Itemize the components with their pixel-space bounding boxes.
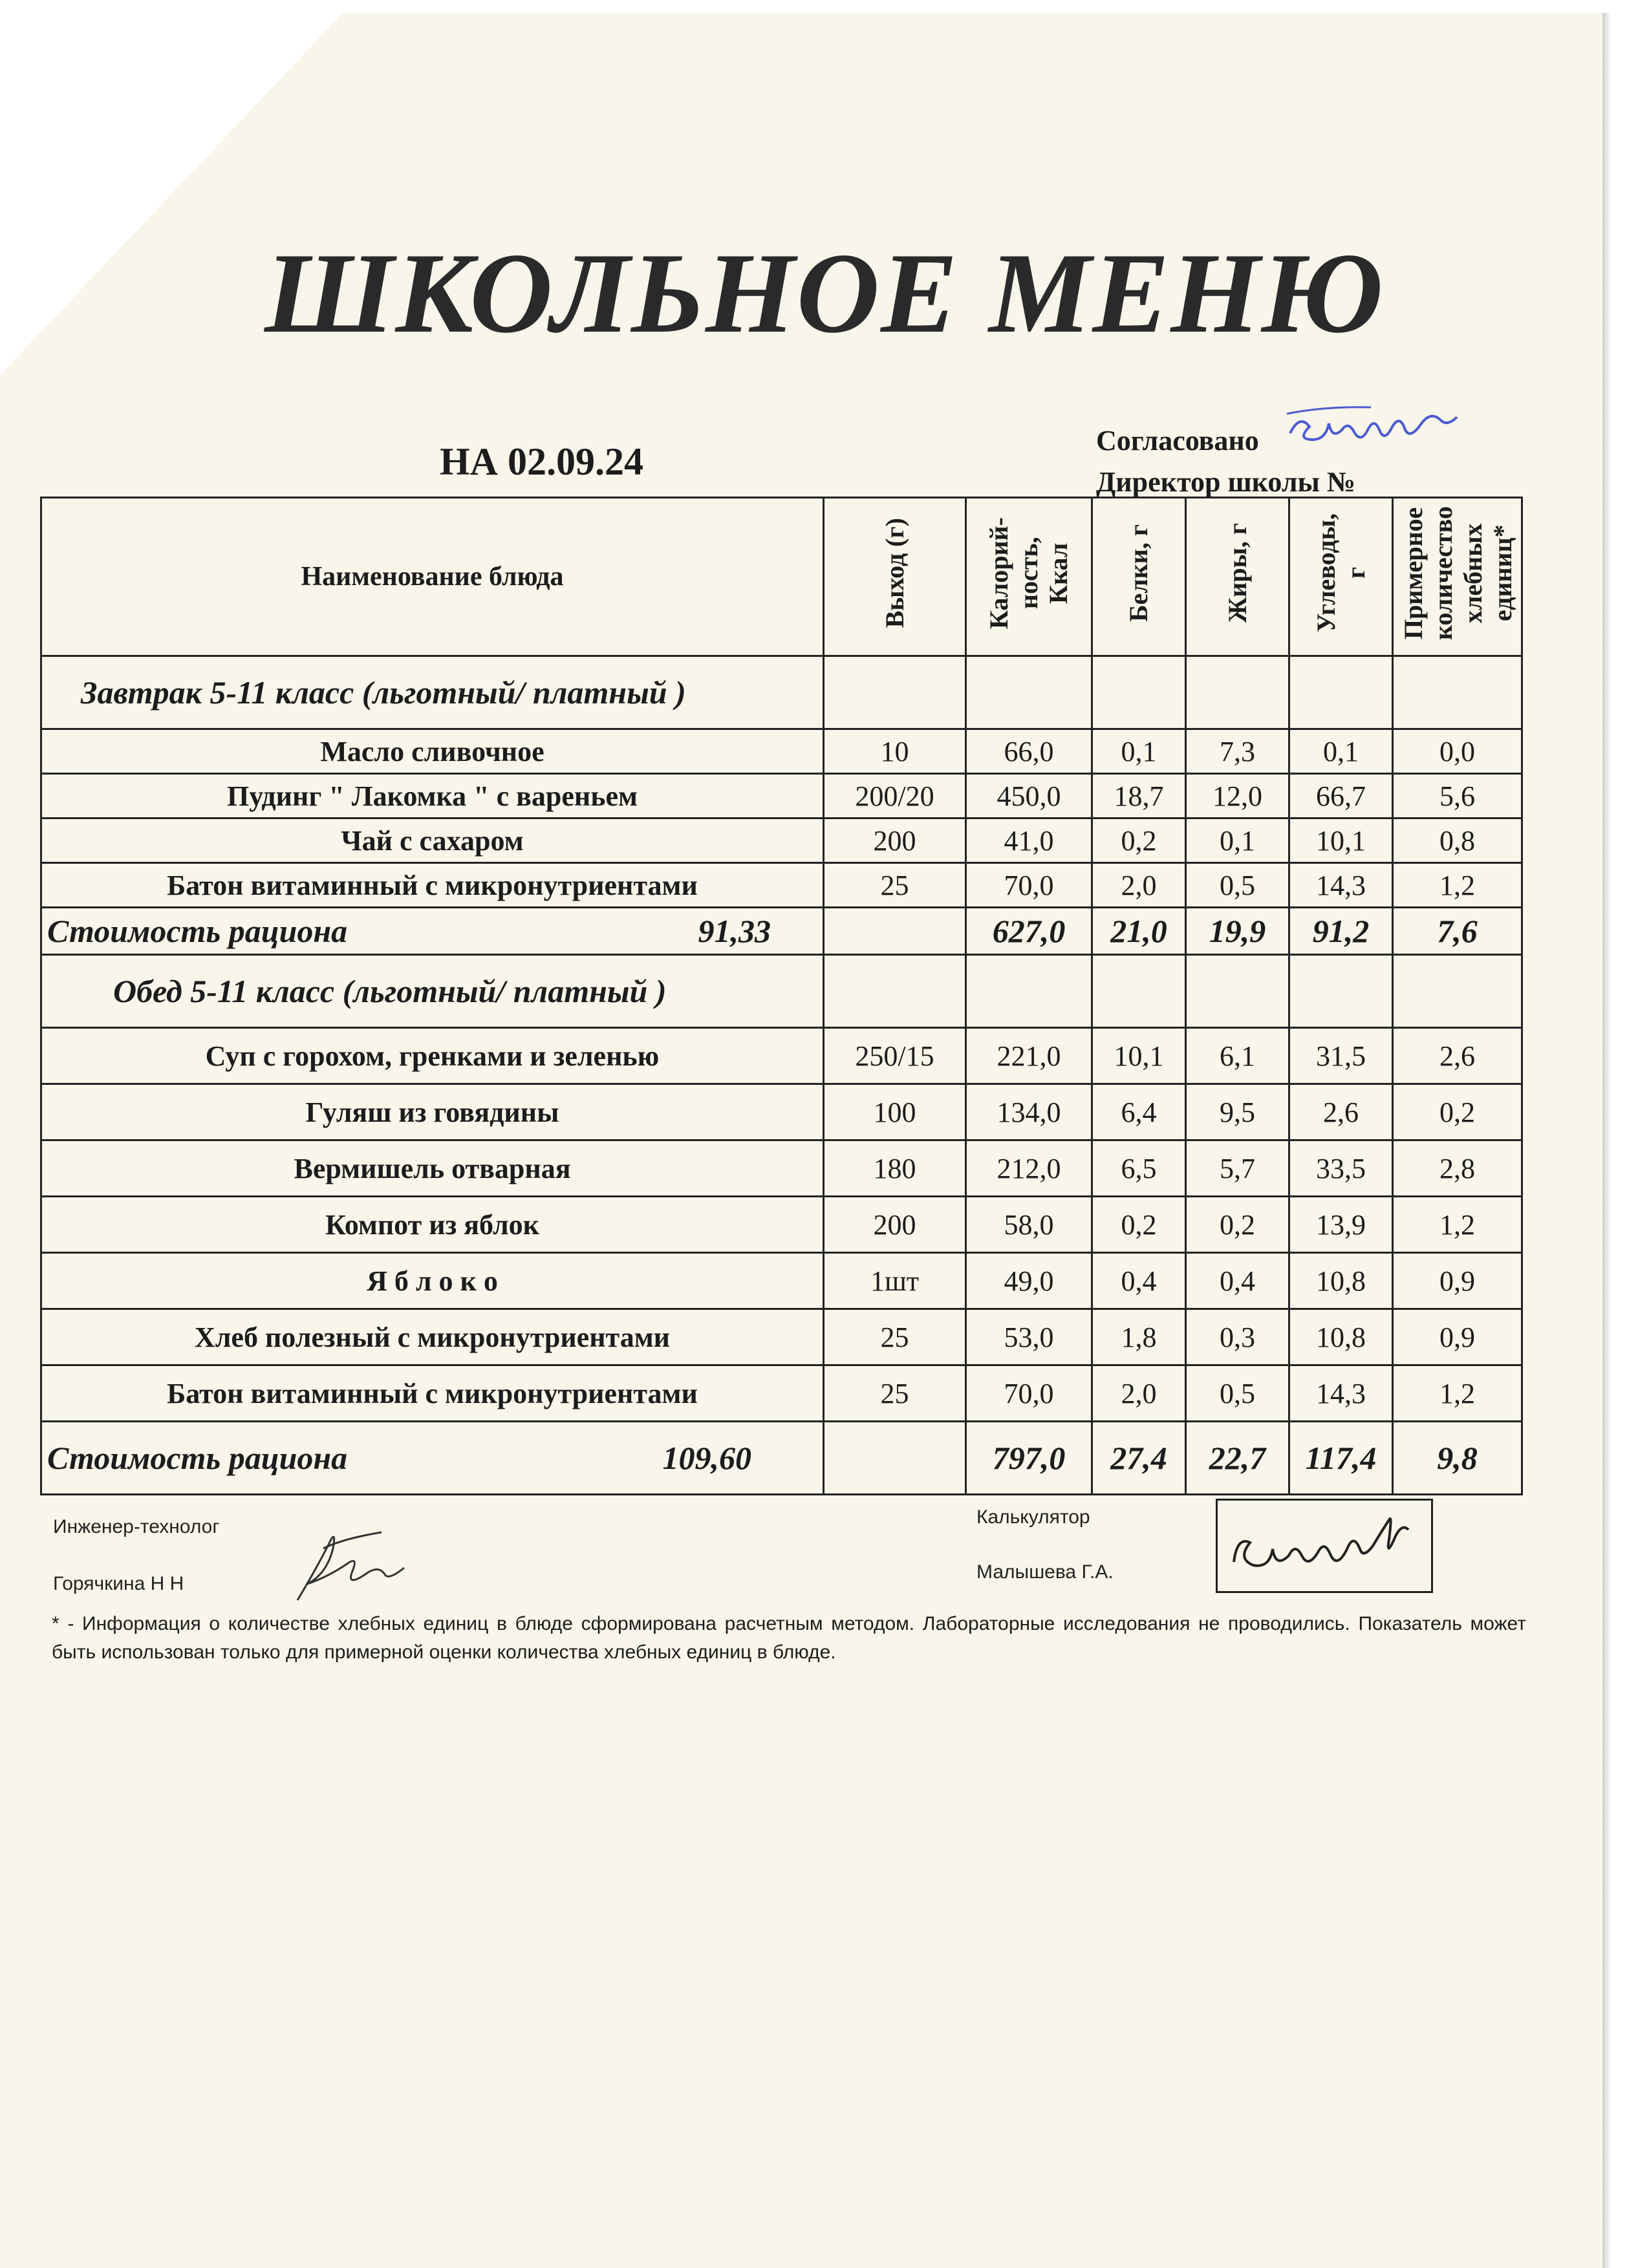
table-row xyxy=(41,1028,1522,1084)
cell-protein: 2,0 xyxy=(1092,1365,1186,1422)
cell-fat: 0,1 xyxy=(1186,818,1289,863)
calculator-signature-image xyxy=(1218,1501,1431,1591)
cell-protein: 0,1 xyxy=(1092,729,1186,774)
document-title: ШКОЛЬНОЕ МЕНЮ xyxy=(264,229,1385,357)
cell-fat: 0,5 xyxy=(1186,863,1289,908)
cell-fat: 0,2 xyxy=(1186,1197,1289,1253)
cell-kcal: 49,0 xyxy=(966,1253,1092,1309)
cell-bread-units: 0,9 xyxy=(1393,1309,1522,1365)
dish-name: Чай с сахаром xyxy=(41,818,824,863)
cell-bread-units: 2,6 xyxy=(1393,1028,1522,1084)
cell-fat: 0,3 xyxy=(1186,1309,1289,1365)
cell-kcal: 212,0 xyxy=(966,1140,1092,1197)
dish-name: Вермишель отварная xyxy=(41,1140,824,1197)
cell-carbs: 33,5 xyxy=(1289,1140,1393,1197)
cell-fat: 6,1 xyxy=(1186,1028,1289,1084)
director-label: Директор школы № xyxy=(1096,466,1356,498)
cell-protein: 0,2 xyxy=(1092,1197,1186,1253)
dish-name: Батон витаминный с микронутриентами xyxy=(41,1365,824,1422)
cell-kcal: 134,0 xyxy=(966,1084,1092,1140)
cell-bread-units: 1,2 xyxy=(1393,1365,1522,1422)
table-row xyxy=(41,1253,1522,1309)
total-protein: 27,4 xyxy=(1092,1422,1186,1495)
cell-protein: 6,4 xyxy=(1092,1084,1186,1140)
cell-kcal: 70,0 xyxy=(966,863,1092,908)
cell-bread-units: 2,8 xyxy=(1393,1140,1522,1197)
total-carbs: 117,4 xyxy=(1289,1422,1393,1495)
section-label: Обед 5-11 класс (льготный/ платный ) xyxy=(41,955,824,1028)
cell-fat: 5,7 xyxy=(1186,1140,1289,1197)
approval-block xyxy=(1096,420,1355,503)
cell-fat: 0,5 xyxy=(1186,1365,1289,1422)
calculator-signature-box xyxy=(1216,1499,1433,1593)
cell-carbs: 10,8 xyxy=(1289,1253,1393,1309)
header-carbs: Углеводы, г xyxy=(1289,498,1393,656)
total-label: Стоимость рациона 109,60 xyxy=(41,1422,824,1495)
cell-protein: 1,8 xyxy=(1092,1309,1186,1365)
cell-carbs: 31,5 xyxy=(1289,1028,1393,1084)
menu-date: НА 02.09.24 xyxy=(440,440,643,483)
approval-signature-image xyxy=(1284,401,1471,453)
cell-fat: 9,5 xyxy=(1186,1084,1289,1140)
cell-yield: 200/20 xyxy=(824,774,966,818)
cell-carbs: 66,7 xyxy=(1289,774,1393,818)
dish-name: Пудинг " Лакомка " с вареньем xyxy=(41,774,824,818)
table-row xyxy=(41,774,1522,818)
table-row xyxy=(41,729,1522,774)
engineer-title: Инженер-технолог xyxy=(53,1516,220,1537)
cell-bread-units: 0,8 xyxy=(1393,818,1522,863)
dish-name: Масло сливочное xyxy=(41,729,824,774)
table-row xyxy=(41,1140,1522,1197)
cell-carbs: 2,6 xyxy=(1289,1084,1393,1140)
cell-fat: 12,0 xyxy=(1186,774,1289,818)
cell-protein: 6,5 xyxy=(1092,1140,1186,1197)
total-fat: 22,7 xyxy=(1186,1422,1289,1495)
cell-carbs: 10,1 xyxy=(1289,818,1393,863)
total-carbs: 91,2 xyxy=(1289,908,1393,955)
cell-kcal: 450,0 xyxy=(966,774,1092,818)
dish-name: Батон витаминный с микронутриентами xyxy=(41,863,824,908)
total-row-lunch xyxy=(41,1422,1522,1495)
dish-name: Хлеб полезный с микронутриентами xyxy=(41,1309,824,1365)
cell-protein: 0,2 xyxy=(1092,818,1186,863)
cell-kcal: 70,0 xyxy=(966,1365,1092,1422)
calculator-name: Малышева Г.А. xyxy=(976,1561,1114,1583)
cell-carbs: 0,1 xyxy=(1289,729,1393,774)
cell-protein: 18,7 xyxy=(1092,774,1186,818)
header-fat: Жиры, г xyxy=(1186,498,1289,656)
header-dish-name: Наименование блюда xyxy=(41,498,824,656)
header-calories: Калорий- ность, Ккал xyxy=(966,498,1092,656)
total-bread-units: 9,8 xyxy=(1393,1422,1522,1495)
cell-yield: 200 xyxy=(824,818,966,863)
cell-bread-units: 0,0 xyxy=(1393,729,1522,774)
cell-yield: 180 xyxy=(824,1140,966,1197)
section-row-lunch xyxy=(41,955,1522,1028)
agreed-label: Согласовано xyxy=(1096,425,1259,456)
header-bread-units: Примерное количество хлебных единиц* xyxy=(1393,498,1522,656)
total-row-breakfast xyxy=(41,908,1522,955)
calculator-title: Калькулятор xyxy=(976,1506,1090,1528)
total-kcal: 627,0 xyxy=(966,908,1092,955)
total-fat: 19,9 xyxy=(1186,908,1289,955)
table-row xyxy=(41,1197,1522,1253)
cell-yield: 10 xyxy=(824,729,966,774)
cell-bread-units: 0,2 xyxy=(1393,1084,1522,1140)
section-label: Завтрак 5-11 класс (льготный/ платный ) xyxy=(41,656,824,729)
total-label: Стоимость рациона 91,33 xyxy=(41,908,824,955)
cell-yield: 200 xyxy=(824,1197,966,1253)
cell-bread-units: 5,6 xyxy=(1393,774,1522,818)
cell-fat: 0,4 xyxy=(1186,1253,1289,1309)
total-kcal: 797,0 xyxy=(966,1422,1092,1495)
total-protein: 21,0 xyxy=(1092,908,1186,955)
cell-carbs: 10,8 xyxy=(1289,1309,1393,1365)
cell-kcal: 41,0 xyxy=(966,818,1092,863)
header-row xyxy=(41,498,1522,656)
cell-yield: 25 xyxy=(824,1365,966,1422)
cell-bread-units: 1,2 xyxy=(1393,1197,1522,1253)
cell-kcal: 66,0 xyxy=(966,729,1092,774)
cell-protein: 2,0 xyxy=(1092,863,1186,908)
table-row xyxy=(41,863,1522,908)
cell-protein: 0,4 xyxy=(1092,1253,1186,1309)
cell-fat: 7,3 xyxy=(1186,729,1289,774)
header-yield: Выход (г) xyxy=(824,498,966,656)
cell-bread-units: 0,9 xyxy=(1393,1253,1522,1309)
footnote: * - Информация о количестве хлебных единиц в блюде сформирована расчетным методом. Лабораторные исследования не проводились. Показатель может быть использован только для примерной оценки количества хлебных единиц в блюде. xyxy=(52,1613,1526,1663)
cell-yield: 25 xyxy=(824,863,966,908)
cell-kcal: 53,0 xyxy=(966,1309,1092,1365)
ration-price: 109,60 xyxy=(662,1440,751,1476)
ration-price: 91,33 xyxy=(698,913,771,949)
table-row xyxy=(41,1365,1522,1422)
dish-name: Компот из яблок xyxy=(41,1197,824,1253)
section-row-breakfast xyxy=(41,656,1522,729)
table-row xyxy=(41,1309,1522,1365)
table-row xyxy=(41,1084,1522,1140)
dish-name: Гуляш из говядины xyxy=(41,1084,824,1140)
menu-table xyxy=(40,497,1523,1495)
cell-protein: 10,1 xyxy=(1092,1028,1186,1084)
dish-name: Я б л о к о xyxy=(41,1253,824,1309)
table-row xyxy=(41,818,1522,863)
cell-yield: 250/15 xyxy=(824,1028,966,1084)
cell-yield: 1шт xyxy=(824,1253,966,1309)
cell-carbs: 14,3 xyxy=(1289,863,1393,908)
cell-yield: 100 xyxy=(824,1084,966,1140)
engineer-signature-image xyxy=(285,1523,414,1613)
total-bread-units: 7,6 xyxy=(1393,908,1522,955)
cell-kcal: 221,0 xyxy=(966,1028,1092,1084)
dish-name: Суп с горохом, гренками и зеленью xyxy=(41,1028,824,1084)
cell-yield: 25 xyxy=(824,1309,966,1365)
header-protein: Белки, г xyxy=(1092,498,1186,656)
cell-carbs: 14,3 xyxy=(1289,1365,1393,1422)
engineer-name: Горячкина Н Н xyxy=(53,1573,184,1594)
cell-kcal: 58,0 xyxy=(966,1197,1092,1253)
cell-bread-units: 1,2 xyxy=(1393,863,1522,908)
cell-carbs: 13,9 xyxy=(1289,1197,1393,1253)
